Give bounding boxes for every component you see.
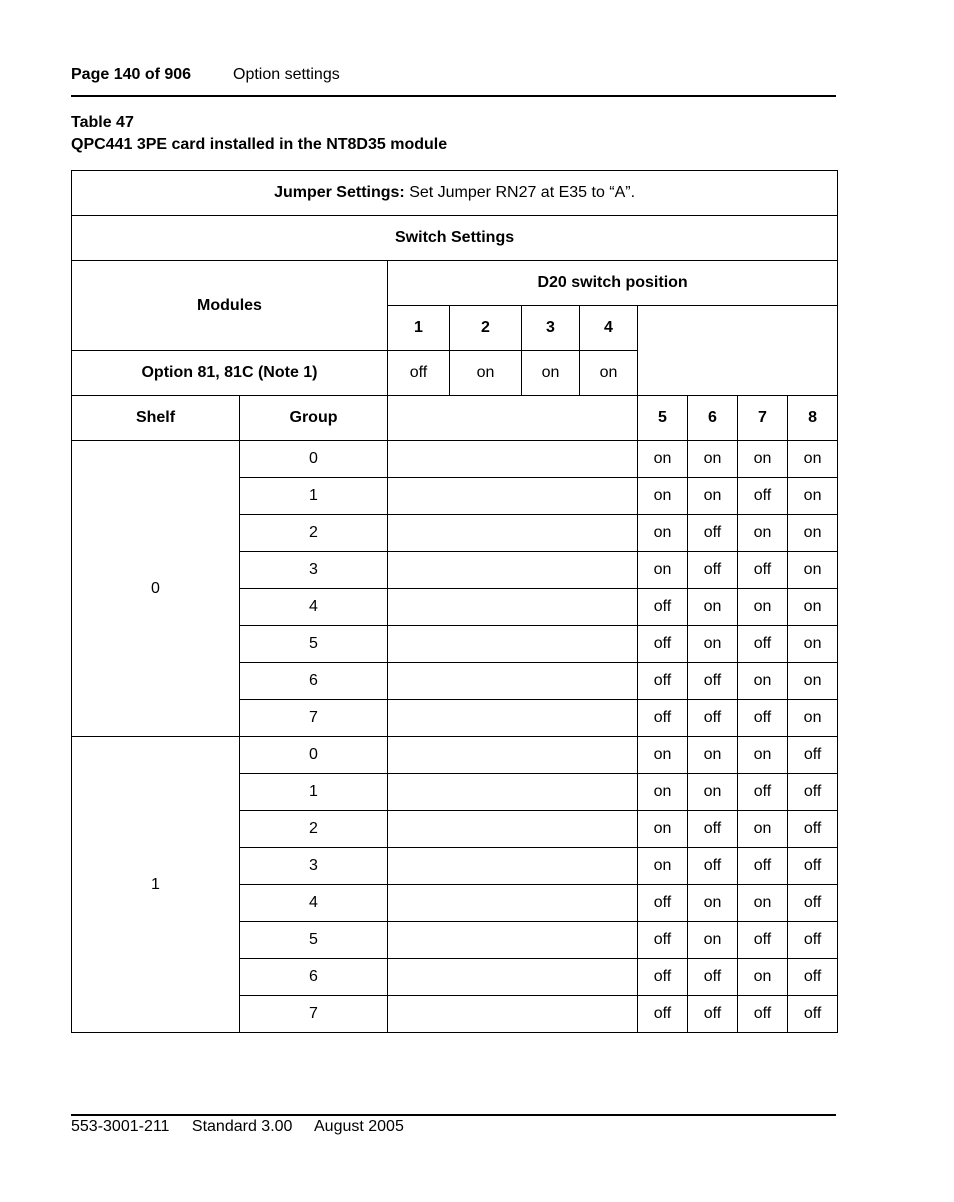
- table-row: [72, 441, 838, 478]
- switch-8-value: on: [788, 700, 838, 737]
- switch-col-1: 1: [388, 306, 450, 351]
- doc-standard: Standard 3.00: [191, 1118, 293, 1135]
- blank-cell: [388, 626, 638, 663]
- page-footer: [71, 1118, 422, 1136]
- blank-cell: [388, 552, 638, 589]
- page-header: [71, 66, 340, 84]
- switch-col-7: 7: [738, 396, 788, 441]
- switch-settings-table: [71, 170, 838, 1033]
- switch-7-value: on: [738, 441, 788, 478]
- switch-5-value: on: [638, 515, 688, 552]
- switch-8-value: off: [788, 774, 838, 811]
- switch-5-value: off: [638, 700, 688, 737]
- switch-6-value: on: [688, 885, 738, 922]
- switch-6-value: on: [688, 441, 738, 478]
- jumper-text: Set Jumper RN27 at E35 to “A”.: [404, 184, 636, 201]
- switch-5-value: on: [638, 552, 688, 589]
- doc-number: 553-3001-211: [71, 1118, 170, 1135]
- switch-col-6: 6: [688, 396, 738, 441]
- blank-cell: [388, 478, 638, 515]
- option-label: Option 81, 81C (Note 1): [72, 351, 388, 396]
- blank-cell: [388, 885, 638, 922]
- blank-cell: [388, 959, 638, 996]
- option-value-2: on: [450, 351, 522, 396]
- switch-6-value: off: [688, 700, 738, 737]
- switch-7-value: on: [738, 515, 788, 552]
- switch-6-value: on: [688, 737, 738, 774]
- switch-8-value: on: [788, 626, 838, 663]
- switch-7-value: off: [738, 922, 788, 959]
- switch-8-value: off: [788, 737, 838, 774]
- blank-cell: [388, 737, 638, 774]
- doc-date: August 2005: [314, 1118, 404, 1135]
- switch-5-value: on: [638, 848, 688, 885]
- blank-cell: [388, 811, 638, 848]
- switch-6-value: on: [688, 774, 738, 811]
- switch-5-value: off: [638, 589, 688, 626]
- group-cell: 6: [240, 663, 388, 700]
- switch-7-value: off: [738, 700, 788, 737]
- modules-label: Modules: [72, 261, 388, 351]
- switch-6-value: off: [688, 663, 738, 700]
- switch-7-value: on: [738, 885, 788, 922]
- shelf-header: Shelf: [72, 396, 240, 441]
- switch-5-value: on: [638, 478, 688, 515]
- switch-7-value: off: [738, 996, 788, 1033]
- jumper-label: Jumper Settings:: [274, 184, 405, 201]
- switch-5-value: on: [638, 441, 688, 478]
- switch-6-value: off: [688, 959, 738, 996]
- switch-7-value: on: [738, 737, 788, 774]
- group-cell: 7: [240, 996, 388, 1033]
- switch-col-5: 5: [638, 396, 688, 441]
- switch-7-value: on: [738, 663, 788, 700]
- switch-7-value: on: [738, 811, 788, 848]
- group-cell: 2: [240, 515, 388, 552]
- blank-cell: [388, 396, 638, 441]
- switch-8-value: on: [788, 552, 838, 589]
- switch-5-value: off: [638, 922, 688, 959]
- switch-8-value: off: [788, 885, 838, 922]
- switch-col-2: 2: [450, 306, 522, 351]
- group-cell: 0: [240, 737, 388, 774]
- switch-8-value: on: [788, 663, 838, 700]
- group-cell: 7: [240, 700, 388, 737]
- d20-position-heading: D20 switch position: [388, 261, 838, 306]
- switch-6-value: on: [688, 922, 738, 959]
- switch-col-8: 8: [788, 396, 838, 441]
- option-value-1: off: [388, 351, 450, 396]
- switch-5-value: off: [638, 885, 688, 922]
- switch-6-value: off: [688, 996, 738, 1033]
- switch-5-value: off: [638, 959, 688, 996]
- group-cell: 5: [240, 922, 388, 959]
- switch-7-value: on: [738, 959, 788, 996]
- switch-6-value: off: [688, 811, 738, 848]
- switch-5-value: off: [638, 626, 688, 663]
- switch-6-value: off: [688, 848, 738, 885]
- blank-cell: [388, 848, 638, 885]
- header-rule: [71, 95, 836, 97]
- switch-5-value: on: [638, 737, 688, 774]
- switch-6-value: off: [688, 515, 738, 552]
- blank-cell: [388, 515, 638, 552]
- switch-8-value: off: [788, 811, 838, 848]
- switch-8-value: on: [788, 515, 838, 552]
- switch-7-value: off: [738, 848, 788, 885]
- blank-cell: [388, 774, 638, 811]
- switch-5-value: off: [638, 663, 688, 700]
- switch-5-value: off: [638, 996, 688, 1033]
- switch-8-value: off: [788, 922, 838, 959]
- group-cell: 4: [240, 885, 388, 922]
- jumper-settings-cell: [72, 171, 838, 216]
- table-row: [72, 737, 838, 774]
- group-cell: 1: [240, 478, 388, 515]
- switch-6-value: on: [688, 478, 738, 515]
- shelf-cell: 0: [72, 441, 240, 737]
- switch-7-value: on: [738, 589, 788, 626]
- blank-cell: [388, 922, 638, 959]
- switch-5-value: on: [638, 774, 688, 811]
- table-number: Table 47: [71, 114, 134, 131]
- switch-5-value: on: [638, 811, 688, 848]
- group-cell: 2: [240, 811, 388, 848]
- switch-7-value: off: [738, 478, 788, 515]
- option-value-4: on: [580, 351, 638, 396]
- switch-6-value: off: [688, 552, 738, 589]
- switch-8-value: off: [788, 848, 838, 885]
- table-title: QPC441 3PE card installed in the NT8D35 module: [71, 136, 448, 153]
- blank-cell: [638, 306, 838, 396]
- switch-6-value: on: [688, 626, 738, 663]
- section-title: Option settings: [233, 66, 340, 83]
- switch-6-value: on: [688, 589, 738, 626]
- switch-7-value: off: [738, 774, 788, 811]
- switch-col-3: 3: [522, 306, 580, 351]
- group-cell: 1: [240, 774, 388, 811]
- switch-7-value: off: [738, 552, 788, 589]
- footer-rule: [71, 1114, 836, 1116]
- switch-7-value: off: [738, 626, 788, 663]
- blank-cell: [388, 589, 638, 626]
- group-cell: 6: [240, 959, 388, 996]
- group-header: Group: [240, 396, 388, 441]
- page-number: Page 140 of 906: [71, 66, 192, 83]
- switch-8-value: off: [788, 996, 838, 1033]
- blank-cell: [388, 996, 638, 1033]
- switch-settings-heading: Switch Settings: [72, 216, 838, 261]
- group-cell: 0: [240, 441, 388, 478]
- switch-8-value: off: [788, 959, 838, 996]
- blank-cell: [388, 441, 638, 478]
- group-cell: 3: [240, 552, 388, 589]
- blank-cell: [388, 700, 638, 737]
- blank-cell: [388, 663, 638, 700]
- shelf-cell: 1: [72, 737, 240, 1033]
- switch-8-value: on: [788, 441, 838, 478]
- switch-8-value: on: [788, 589, 838, 626]
- option-value-3: on: [522, 351, 580, 396]
- switch-8-value: on: [788, 478, 838, 515]
- group-cell: 5: [240, 626, 388, 663]
- group-cell: 4: [240, 589, 388, 626]
- switch-col-4: 4: [580, 306, 638, 351]
- group-cell: 3: [240, 848, 388, 885]
